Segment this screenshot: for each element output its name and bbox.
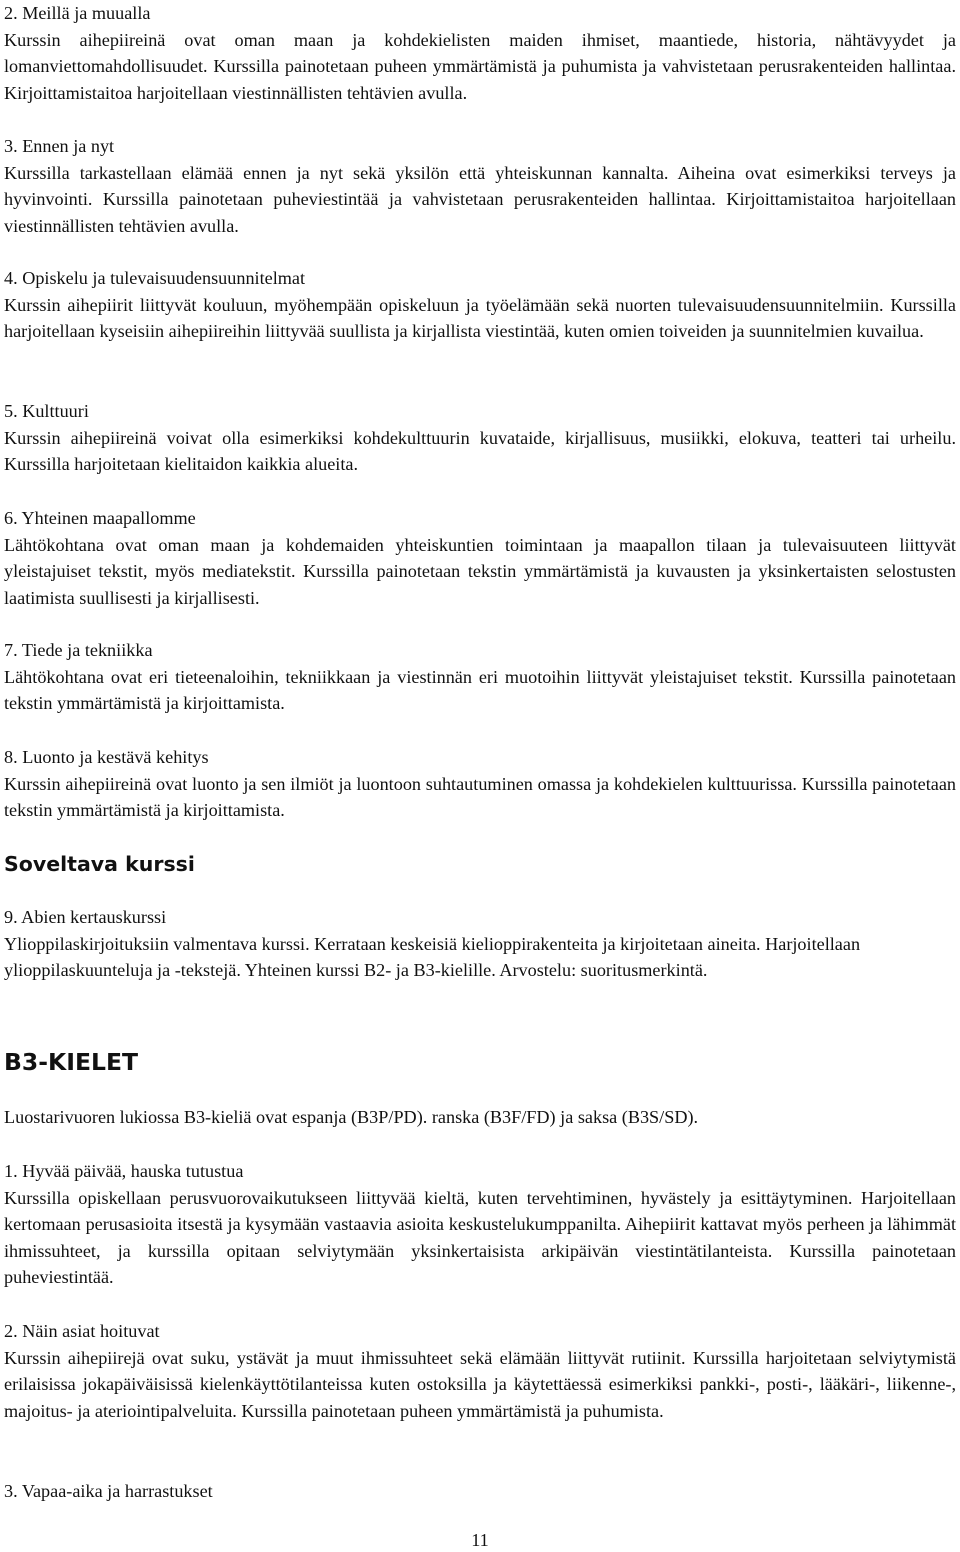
b3-languages-section: [4, 1047, 956, 1077]
course-description: Kurssin aihepiirejä ovat suku, ystävät ja muut ihmissuhteet sekä elämään liittyvät rutiinit. Kurssilla harjoitetaan selviytymistä erilaisissa jokapäiväisissä kielenkäyttötilanteissa kuten ostoksilla ja käytettäessä esimerkiksi pankki-, posti-, lääkäri-, liikenne-, majoitus- ja ateriointipalveluita. Kurssilla painotetaan puheen ymmärtämistä ja puhumista.: [4, 1347, 956, 1421]
major-heading: B3-KIELET: [4, 1048, 139, 1076]
course-description: Ylioppilaskirjoituksiin valmentava kurssi. Kerrataan keskeisiä kielioppirakenteita ja kirjoitetaan aineita. Harjoitellaan ylioppilaskuunteluja ja -tekstejä. Yhteinen kurssi B2- ja B3-kielille. Arvostelu: suoritusmerkintä.: [4, 933, 861, 981]
page-number: 11: [471, 1530, 489, 1550]
course-4: [4, 265, 956, 345]
course-2: [4, 0, 956, 106]
course-9: [4, 904, 956, 984]
course-7: [4, 637, 956, 717]
course-heading: 5. Kulttuuri: [4, 401, 89, 421]
course-heading: 4. Opiskelu ja tulevaisuudensuunnitelmat: [4, 268, 306, 288]
course-8: [4, 744, 956, 824]
course-heading: 1. Hyvää päivää, hauska tutustua: [4, 1161, 244, 1181]
course-description: Kurssin aihepiireinä voivat olla esimerkiksi kohdekulttuurin kuvataide, kirjallisuus, musiikki, elokuva, teatteri tai urheilu. Kurssilla harjoitetaan kielitaidon kaikkia alueita.: [4, 427, 956, 475]
course-heading: 7. Tiede ja tekniikka: [4, 640, 153, 660]
b3-course-1: [4, 1158, 956, 1291]
course-heading: 3. Ennen ja nyt: [4, 136, 115, 156]
course-description: Kurssin aihepiireinä ovat luonto ja sen ilmiöt ja luontoon suhtautuminen omassa ja kohdekielen kulttuurissa. Kurssilla painotetaan tekstin ymmärtämistä ja kirjoittamista.: [4, 773, 956, 821]
applied-course-section: [4, 851, 956, 877]
b3-intro: Luostarivuoren lukiossa B3-kieliä ovat espanja (B3P/PD). ranska (B3F/FD) ja saksa (B3S/SD).: [4, 1107, 699, 1127]
section-heading: Soveltava kurssi: [4, 852, 195, 876]
b3-intro-block: [4, 1104, 956, 1131]
course-heading: 6. Yhteinen maapallomme: [4, 508, 196, 528]
course-3: [4, 133, 956, 239]
course-5: [4, 398, 956, 478]
course-heading: 3. Vapaa-aika ja harrastukset: [4, 1481, 213, 1501]
course-description: Lähtökohtana ovat eri tieteenaloihin, tekniikkaan ja viestinnän eri muotoihin liittyvät yleistajuiset tekstit. Kurssilla painotetaan tekstin ymmärtämistä ja kirjoittamista.: [4, 666, 956, 714]
b3-course-2: [4, 1318, 956, 1424]
course-heading: 2. Näin asiat hoituvat: [4, 1321, 160, 1341]
course-heading: 2. Meillä ja muualla: [4, 3, 151, 23]
course-description: Lähtökohtana ovat oman maan ja kohdemaiden yhteiskuntien toimintaan ja maapallon tilaan ja tulevaisuuteen liittyvät yleistajuiset tekstit, myös mediatekstit. Kurssilla painotetaan tekstin ymmärtämistä ja kuvausten ja yksinkertaisten selostusten laatimista suullisesti ja kirjallisesti.: [4, 534, 956, 608]
course-description: Kurssilla tarkastellaan elämää ennen ja nyt sekä yksilön että yhteiskunnan kannalta. Aiheina ovat esimerkiksi terveys ja hyvinvointi. Kurssilla painotetaan puheviestintää ja vahvistetaan perusrakenteiden hallintaa. Kirjoittamistaitoa harjoitellaan viestinnällisten tehtävien avulla.: [4, 162, 956, 236]
course-heading: 8. Luonto ja kestävä kehitys: [4, 747, 209, 767]
b3-course-3: [4, 1478, 956, 1505]
course-heading: 9. Abien kertauskurssi: [4, 907, 167, 927]
course-description: Kurssilla opiskellaan perusvuorovaikutukseen liittyvää kieltä, kuten tervehtiminen, hyvästely ja esittäytyminen. Harjoitellaan kertomaan perusasioita itsestä ja kysymään vastaavia asioita keskustelukumppanilta. Aihepiirit kattavat myös perheen ja lähimmät ihmissuhteet, ja kurssilla opitaan selviytymään yksinkertaisista arkipäivän viestintätilanteista. Kurssilla painotetaan puheviestintää.: [4, 1187, 956, 1288]
course-description: Kurssin aihepiirit liittyvät kouluun, myöhempään opiskeluun ja työelämään sekä nuorten tulevaisuudensuunnitelmiin. Kurssilla harjoitellaan kyseisiin aihepiireihin liittyvää suullista ja kirjallista viestintää, kuten omien toiveiden ja suunnitelmien kuvailua.: [4, 294, 956, 342]
course-description: Kurssin aihepiireinä ovat oman maan ja kohdekielisten maiden ihmiset, maantiede, historia, nähtävyydet ja lomanviettomahdollisuudet. Kurssilla painotetaan puheen ymmärtämistä ja puhumista ja vahvistetaan perusrakenteiden hallintaa. Kirjoittamistaitoa harjoitellaan viestinnällisten tehtävien avulla.: [4, 29, 956, 103]
course-6: [4, 505, 956, 611]
